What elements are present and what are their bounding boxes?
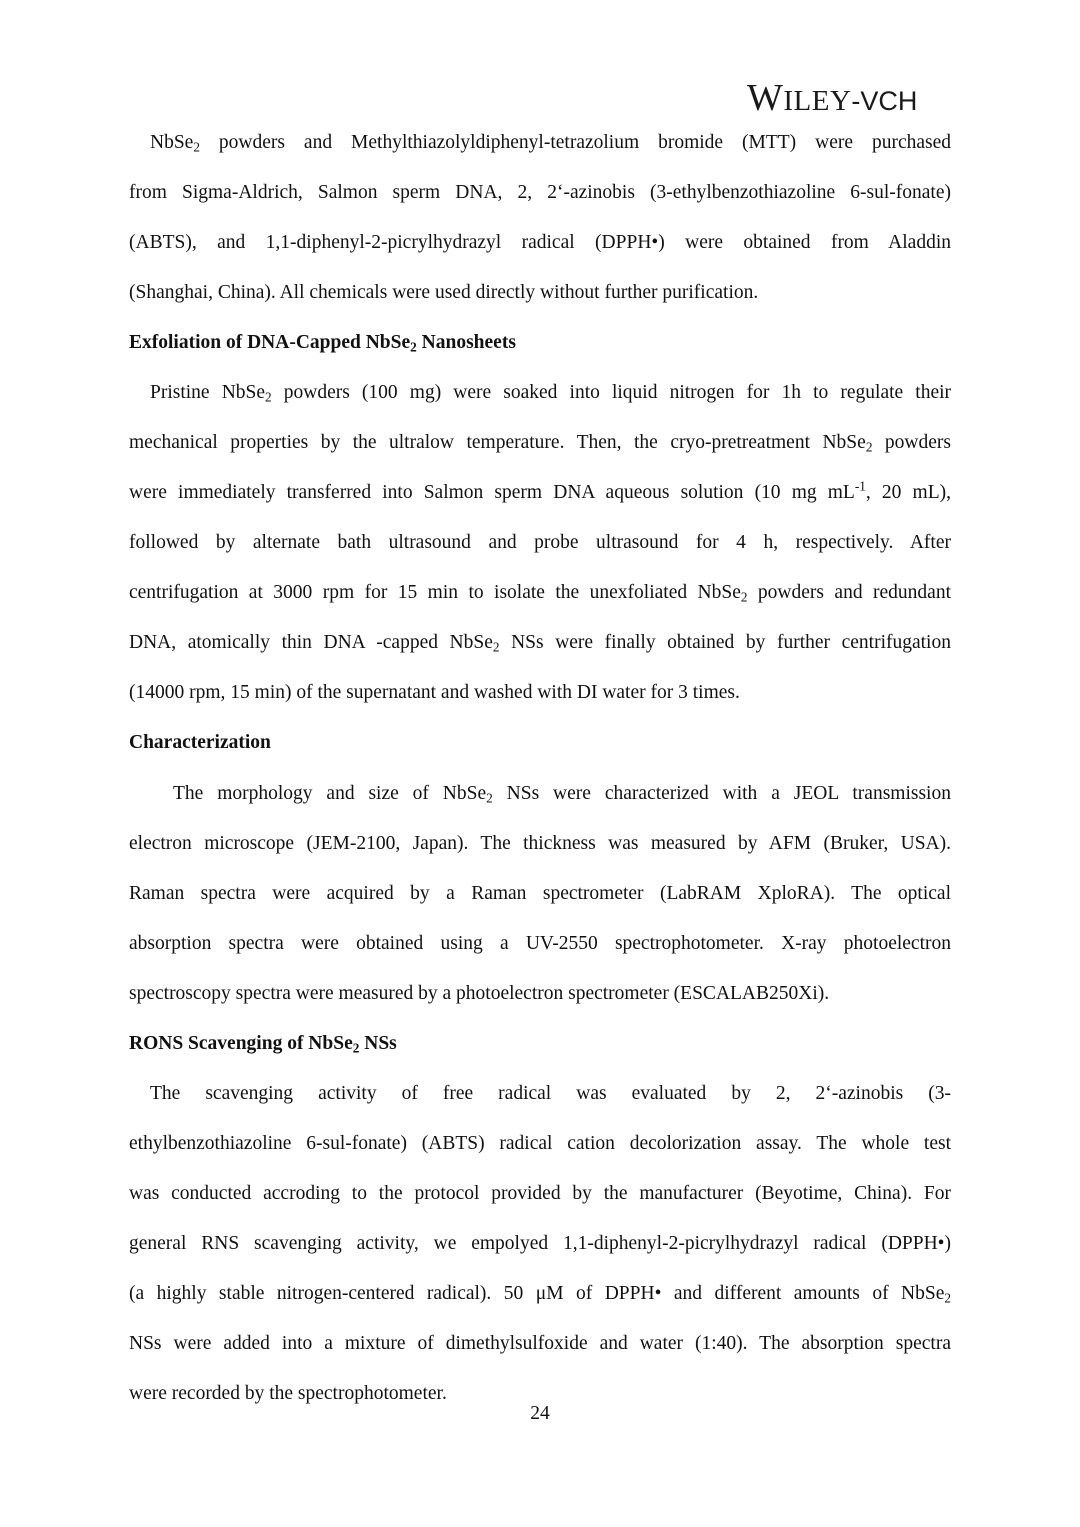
paragraph-line: absorption spectra were obtained using a UV-2550 spectrophotometer. X-ray photoelectron [129,933,951,954]
paragraph-line: from Sigma-Aldrich, Salmon sperm DNA, 2, 2‘-azinobis (3-ethylbenzothiazoline 6-sul-fonate) [129,182,951,203]
paragraph-line: DNA, atomically thin DNA -capped NbSe$_2$ NSs were finally obtained by further centrifugation [129,632,951,655]
paragraph-line: NSs were added into a mixture of dimethylsulfoxide and water (1:40). The absorption spectra [129,1333,951,1354]
logo-suffix: -VCH [851,86,918,116]
page-number: 24 [530,1403,550,1424]
paragraph-line: The scavenging activity of free radical was evaluated by 2, 2‘-azinobis (3- [150,1083,951,1104]
section-heading-characterization: Characterization [129,732,271,753]
paragraph-line: ethylbenzothiazoline 6-sul-fonate) (ABTS) radical cation decolorization assay. The whole test [129,1133,951,1154]
paragraph-line: Raman spectra were acquired by a Raman spectrometer (LabRAM XploRA). The optical [129,883,951,904]
logo-initial: W [747,77,784,119]
paragraph-line: general RNS scavenging activity, we empolyed 1,1-diphenyl-2-picrylhydrazyl radical (DPPH•) [129,1233,951,1254]
logo-name: ILEY [783,85,852,117]
paragraph-line: (ABTS), and 1,1-diphenyl-2-picrylhydrazyl radical (DPPH•) were obtained from Aladdin [129,232,951,253]
paragraph-line: electron microscope (JEM-2100, Japan). The thickness was measured by AFM (Bruker, USA). [129,833,951,854]
section-heading-rons: RONS Scavenging of NbSe$_2$ NSs [129,1033,397,1056]
paragraph-line: The morphology and size of NbSe$_2$ NSs were characterized with a JEOL transmission [173,783,951,806]
paragraph-line: mechanical properties by the ultralow temperature. Then, the cryo-pretreatment NbSe$_2$ powders [129,432,951,455]
paragraph-line: NbSe$_2$ powders and Methylthiazolyldiphenyl-tetrazolium bromide (MTT) were purchased [150,132,951,155]
paragraph-line: were recorded by the spectrophotometer. [129,1383,447,1404]
paragraph-line: Pristine NbSe$_2$ powders (100 mg) were soaked into liquid nitrogen for 1h to regulate their [150,382,951,405]
paragraph-line: followed by alternate bath ultrasound and probe ultrasound for 4 h, respectively. After [129,532,951,553]
paragraph-line: was conducted accroding to the protocol provided by the manufacturer (Beyotime, China). For [129,1183,951,1204]
paragraph-line: (14000 rpm, 15 min) of the supernatant and washed with DI water for 3 times. [129,682,740,703]
paragraph-line: were immediately transferred into Salmon sperm DNA aqueous solution (10 mg $mL^{-1}$, 20 mL), [129,478,951,503]
section-heading-exfoliation: Exfoliation of DNA-Capped NbSe$_2$ Nanosheets [129,332,516,355]
paragraph-line: (Shanghai, China). All chemicals were used directly without further purification. [129,282,759,303]
publisher-logo [747,76,947,119]
paragraph-line: centrifugation at 3000 rpm for 15 min to isolate the unexfoliated NbSe$_2$ powders and redundant [129,582,951,605]
paragraph-line: spectroscopy spectra were measured by a photoelectron spectrometer (ESCALAB250Xi). [129,983,830,1004]
paragraph-line: (a highly stable nitrogen-centered radical). 50 μM of DPPH• and different amounts of NbSe$_2$ [129,1283,951,1306]
